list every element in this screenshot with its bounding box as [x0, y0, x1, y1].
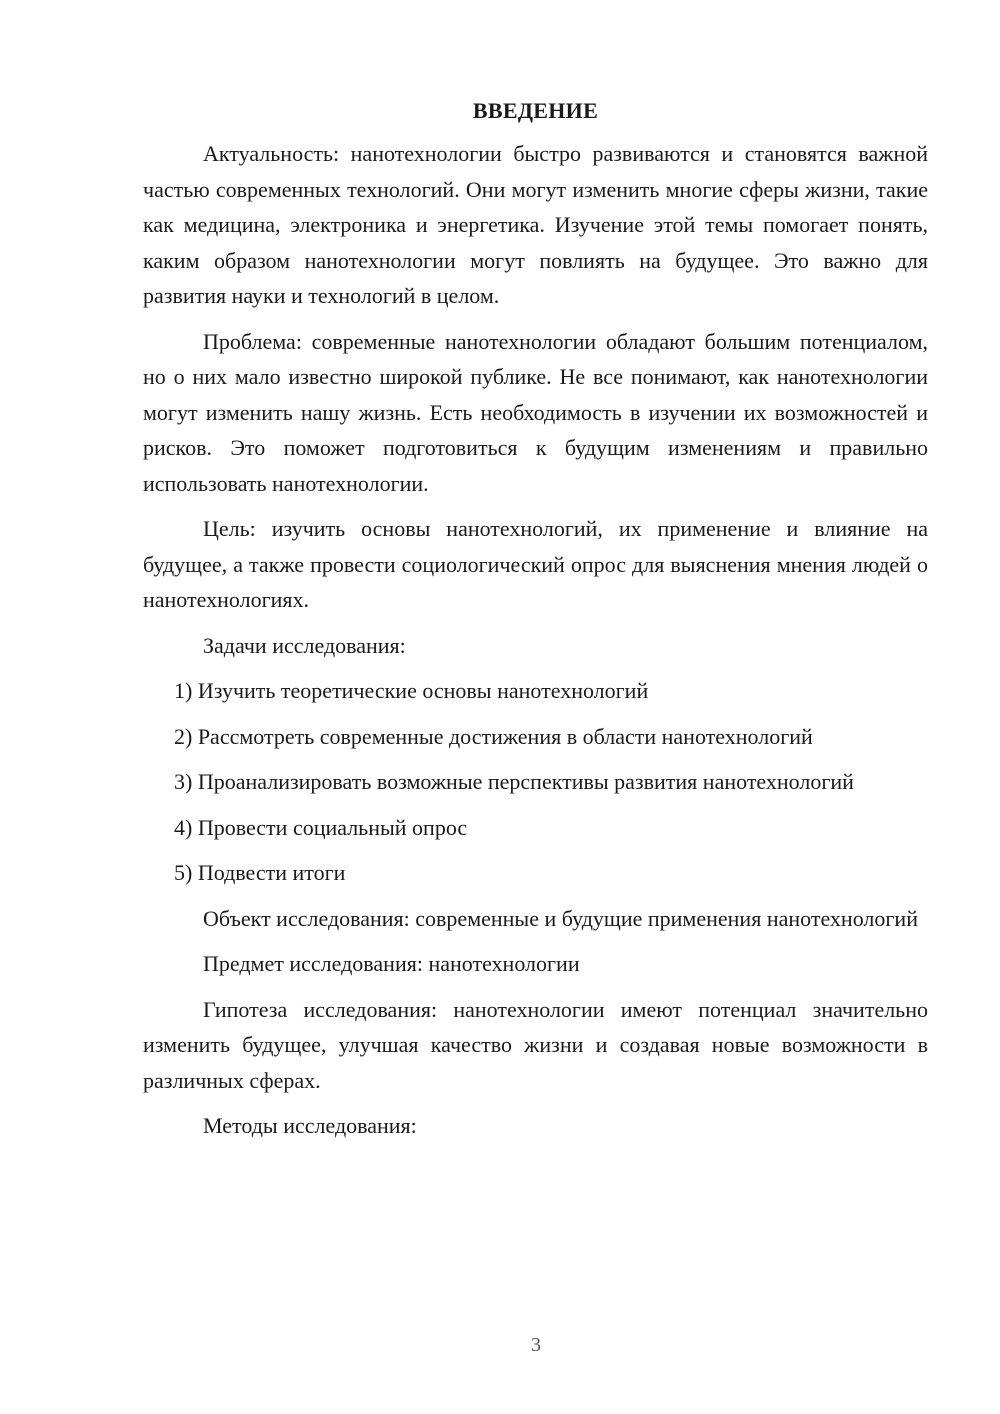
- page-number: 3: [531, 1334, 541, 1356]
- paragraph-subject: Предмет исследования: нанотехнологии: [203, 951, 580, 976]
- task-item: 4) Провести социальный опрос: [174, 814, 468, 840]
- paragraph-relevance: Актуальность: нанотехнологии быстро развиваются и становятся важной частью современных технологий. Они могут изменить многие сферы жизни, такие как медицина, электроника и энергетика. Изучение этой темы помогает понять, каким образом нанотехнологии могут повлиять на будущее. Это важно для развития науки и технологий в целом.: [143, 141, 928, 308]
- tasks-heading: Задачи исследования:: [203, 632, 406, 658]
- task-item: 1) Изучить теоретические основы нанотехнологий: [174, 678, 649, 703]
- document-page: [143, 94, 928, 1154]
- methods-heading: Методы исследования:: [203, 1113, 417, 1138]
- task-item: 5) Подвести итоги: [174, 860, 346, 885]
- paragraph-hypothesis: Гипотеза исследования: нанотехнологии имеют потенциал значительно изменить будущее, улучшая качество жизни и создавая новые возможности в различных сферах.: [143, 996, 928, 1093]
- section-title: ВВЕДЕНИЕ: [472, 98, 599, 123]
- task-item: 3) Проанализировать возможные перспективы развития нанотехнологий: [174, 769, 854, 794]
- tasks-list: [143, 673, 928, 891]
- paragraph-object: Объект исследования: современные и будущие применения нанотехнологий: [203, 905, 918, 931]
- paragraph-goal: Цель: изучить основы нанотехнологий, их применение и влияние на будущее, а также провести социологический опрос для выяснения мнения людей о нанотехнологиях.: [143, 516, 928, 612]
- task-item: 2) Рассмотреть современные достижения в области нанотехнологий: [174, 723, 813, 749]
- paragraph-problem: Проблема: современные нанотехнологии обладают большим потенциалом, но о них мало известно широкой публике. Не все понимают, как нанотехнологии могут изменить нашу жизнь. Есть необходимость в изучении их возможностей и рисков. Это поможет подготовиться к будущим изменениям и правильно использовать нанотехнологии.: [143, 328, 928, 496]
